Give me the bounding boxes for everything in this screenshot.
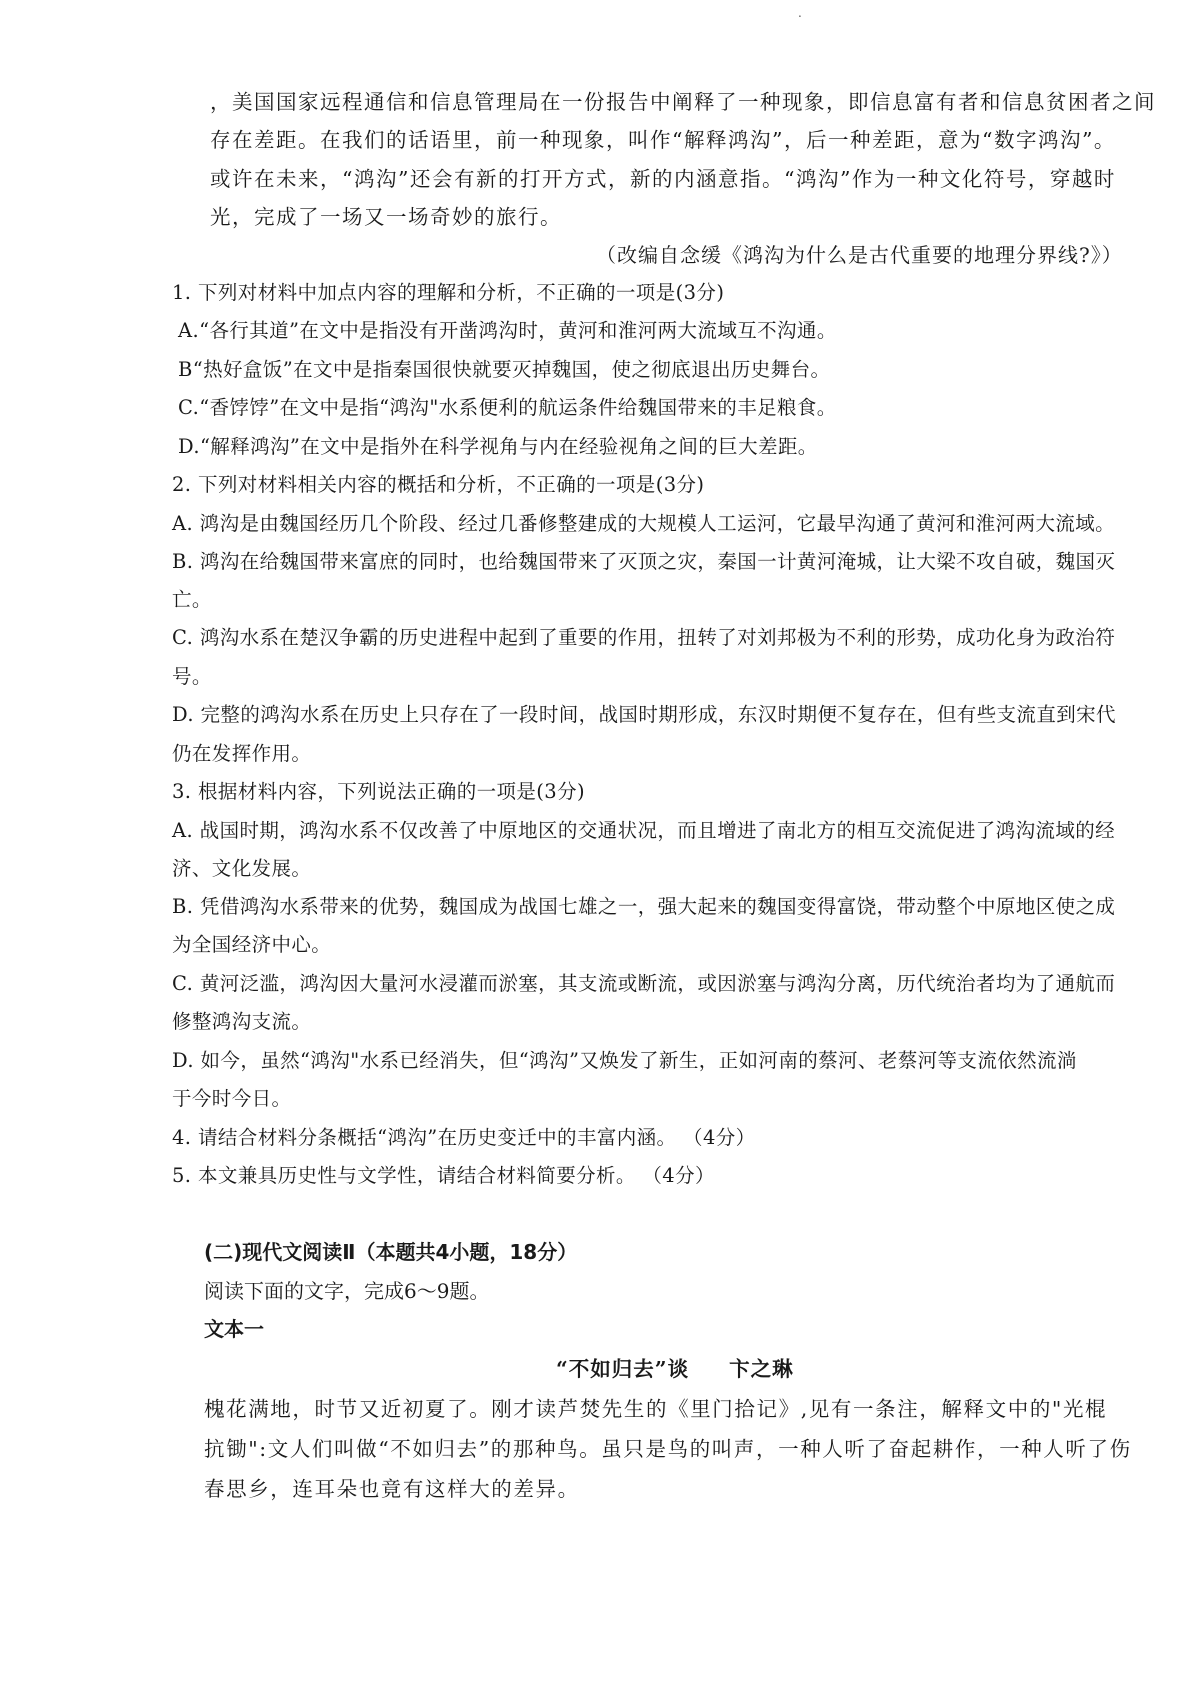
question-3-stem: 3. 根据材料内容，下列说法正确的一项是(3分) [172, 780, 586, 803]
question-3-option-b-cont: 为全国经济中心。 [172, 933, 332, 956]
question-2-option-c: C. 鸿沟水系在楚汉争霸的历史进程中起到了重要的作用，扭转了对刘邦极为不利的形势，成功化身为政治符 [172, 626, 1116, 649]
question-3-option-c-cont: 修整鸿沟支流。 [172, 1010, 312, 1033]
passage-line: 或许在未来，“鸿沟”还会有新的打开方式，新的内涵意指。“鸿沟”作为一种文化符号，穿越时 [210, 167, 1116, 191]
question-1-option-d: D.“解释鸿沟”在文中是指外在科学视角与内在经验视角之间的巨大差距。 [178, 435, 818, 458]
passage-line: 光，完成了一场又一场奇妙的旅行。 [210, 205, 562, 229]
passage-line: 存在差距。在我们的话语里，前一种现象，叫作“解释鸿沟”，后一种差距，意为“数字鸿沟”。 [210, 128, 1116, 152]
top-mark: . [798, 6, 802, 20]
question-1-stem: 1. 下列对材料中加点内容的理解和分析，不正确的一项是(3分) [172, 281, 725, 304]
question-1-option-b: B“热好盒饭”在文中是指秦国很快就要灭掉魏国，使之彻底退出历史舞台。 [178, 358, 831, 381]
question-2-option-b: B. 鸿沟在给魏国带来富庶的同时，也给魏国带来了灭顶之灾，秦国一计黄河淹城，让大梁不攻自破，魏国灭 [172, 550, 1116, 573]
section-instruction: 阅读下面的文字，完成6～9题。 [204, 1279, 490, 1303]
passage-line: ，美国国家远程通信和信息管理局在一份报告中阐释了一种现象，即信息富有者和信息贫困者之间 [210, 90, 1156, 114]
question-3-option-a-cont: 济、文化发展。 [172, 857, 312, 880]
question-5-stem: 5. 本文兼具历史性与文学性，请结合材料简要分析。 （4分） [172, 1164, 715, 1187]
article-title: “不如归去”谈 [556, 1357, 690, 1381]
question-2-option-d: D. 完整的鸿沟水系在历史上只存在了一段时间，战国时期形成，东汉时期便不复存在，但有些支流直到宋代 [172, 703, 1116, 726]
question-3-option-d-cont: 于今时今日。 [172, 1087, 292, 1110]
question-2-option-d-cont: 仍在发挥作用。 [172, 742, 312, 765]
question-2-option-b-cont: 亡。 [172, 588, 212, 611]
question-2-stem: 2. 下列对材料相关内容的概括和分析，不正确的一项是(3分) [172, 473, 705, 496]
question-3-option-a: A. 战国时期，鸿沟水系不仅改善了中原地区的交通状况，而且增进了南北方的相互交流促进了鸿沟流域的经 [172, 819, 1116, 842]
question-3-option-c: C. 黄河泛滥，鸿沟因大量河水浸灌而淤塞，其支流或断流，或因淤塞与鸿沟分离，历代统治者均为了通航而 [172, 972, 1116, 995]
question-2-option-a: A. 鸿沟是由魏国经历几个阶段、经过几番修整建成的大规模人工运河，它最早沟通了黄河和淮河两大流域。 [172, 512, 1116, 535]
question-2-option-c-cont: 号。 [172, 665, 212, 688]
article-title-row [556, 1352, 794, 1382]
question-3-option-d: D. 如今，虽然“鸿沟"水系已经消失，但“鸿沟”又焕发了新生，正如河南的蔡河、老蔡河等支流依然流淌 [172, 1049, 1077, 1072]
article-paragraph-line: 槐花满地，时节又近初夏了。刚才读芦焚先生的《里门拾记》,见有一条注，解释文中的"光棍 [204, 1397, 1108, 1421]
citation: （改编自念缓《鸿沟为什么是古代重要的地理分界线?》） [596, 243, 1123, 267]
section-heading: (二)现代文阅读Ⅱ（本题共4小题，18分） [204, 1240, 578, 1264]
text-label: 文本一 [204, 1317, 264, 1341]
question-3-option-b: B. 凭借鸿沟水系带来的优势，魏国成为战国七雄之一，强大起来的魏国变得富饶，带动整个中原地区使之成 [172, 895, 1116, 918]
article-author: 卞之琳 [729, 1357, 794, 1381]
article-paragraph-line: 抗锄":文人们叫做“不如归去”的那种鸟。虽只是鸟的叫声，一种人听了奋起耕作，一种人听了伤 [204, 1437, 1132, 1461]
question-1-option-c: C.“香饽饽”在文中是指“鸿沟"水系便利的航运条件给魏国带来的丰足粮食。 [178, 396, 837, 419]
article-paragraph-line: 春思乡，连耳朵也竟有这样大的差异。 [204, 1477, 580, 1501]
question-1-option-a: A.“各行其道”在文中是指没有开凿鸿沟时，黄河和淮河两大流域互不沟通。 [178, 319, 837, 342]
question-4-stem: 4. 请结合材料分条概括“鸿沟”在历史变迁中的丰富内涵。 （4分） [172, 1126, 756, 1149]
